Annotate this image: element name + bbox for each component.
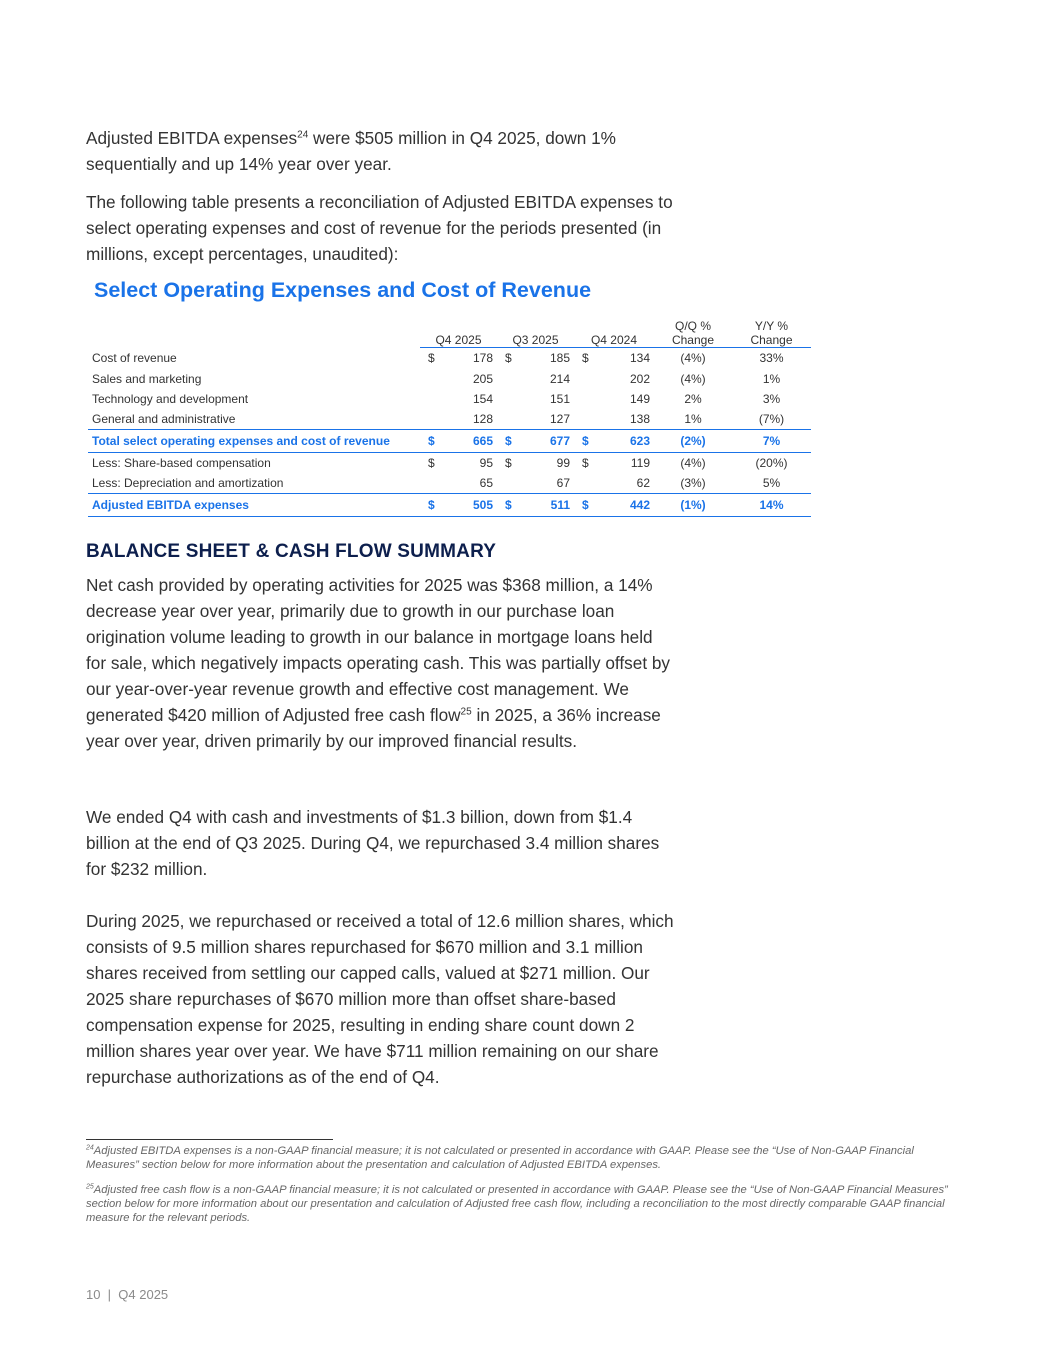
cell-qq-change: 1% bbox=[684, 411, 702, 426]
cell-yy-change: 7% bbox=[732, 429, 811, 452]
cell-qq-change: (4%) bbox=[680, 455, 706, 470]
row-label: Total select operating expenses and cost of revenue bbox=[88, 429, 420, 452]
footnote-24 bbox=[86, 1144, 956, 1172]
cell-q4-2024: 202 bbox=[629, 371, 650, 386]
cell-q3-2025: 185 bbox=[549, 351, 570, 366]
footnote-25-number: 25 bbox=[86, 1183, 94, 1191]
currency-symbol: $ bbox=[574, 493, 594, 516]
currency-symbol: $ bbox=[505, 455, 512, 470]
currency-symbol: $ bbox=[420, 493, 440, 516]
table-row-share-based-comp bbox=[88, 452, 811, 473]
cell-q4-2024: 138 bbox=[629, 411, 650, 426]
header-qq-line2: Change bbox=[654, 333, 732, 348]
balance-p1-text-a: Net cash provided by operating activities for 2025 was $368 million, a 14% decrease year over year, primarily due to growth in our purchase loan origination volume leading to growth in our balance in mortgage loans held for sale, which negatively impacts operating cash. This was partially offset by our year-over-year revenue growth and effective cost management. We generated $420 million of Adjusted free cash flow bbox=[86, 575, 671, 725]
cell-q4-2025: 154 bbox=[472, 391, 493, 406]
currency-symbol: $ bbox=[582, 351, 589, 366]
cell-q4-2025: 178 bbox=[472, 351, 493, 366]
row-label: Sales and marketing bbox=[92, 371, 202, 386]
table-row-sales-marketing bbox=[88, 369, 811, 389]
cell-q4-2025: 128 bbox=[472, 411, 493, 426]
row-label: Technology and development bbox=[92, 391, 249, 406]
section-heading-balance-sheet: BALANCE SHEET & CASH FLOW SUMMARY bbox=[86, 541, 497, 562]
header-q4-2024: Q4 2024 bbox=[574, 333, 654, 348]
cell-q3-2025: 67 bbox=[556, 475, 570, 490]
cell-q4-2025: 505 bbox=[440, 493, 497, 516]
currency-symbol: $ bbox=[582, 455, 589, 470]
cell-qq-change: (2%) bbox=[654, 429, 732, 452]
cell-yy-change: 3% bbox=[762, 391, 781, 406]
currency-symbol: $ bbox=[428, 455, 435, 470]
intro-paragraph-1 bbox=[86, 125, 676, 177]
cell-qq-change: (4%) bbox=[680, 371, 706, 386]
header-yy-line2: Change bbox=[732, 333, 811, 348]
intro-paragraph-2: The following table presents a reconciliation of Adjusted EBITDA expenses to select operating expenses and cost of revenue for the periods presented (in millions, except percentages, unaudited): bbox=[86, 192, 673, 264]
table-title: Select Operating Expenses and Cost of Revenue bbox=[94, 278, 592, 302]
cell-yy-change: 5% bbox=[762, 475, 781, 490]
cell-q4-2024: 149 bbox=[629, 391, 650, 406]
cell-q3-2025: 511 bbox=[517, 493, 574, 516]
cell-q4-2025: 665 bbox=[440, 429, 497, 452]
footnote-24-text: Adjusted EBITDA expenses is a non-GAAP financial measure; it is not calculated or presented in accordance with GAAP. Please see the “Use of Non-GAAP Financial Measures” section below for more information about the presentation and calculation of Adjusted EBITDA expenses. bbox=[86, 1145, 914, 1171]
cell-qq-change: (3%) bbox=[680, 475, 706, 490]
balance-p1-text-b: in 2025, a 36% increase year over year, driven primarily by our improved financial results. bbox=[86, 705, 661, 751]
cell-q3-2025: 214 bbox=[549, 371, 570, 386]
row-label: Less: Depreciation and amortization bbox=[92, 475, 284, 490]
cell-yy-change: 1% bbox=[762, 371, 781, 386]
currency-symbol: $ bbox=[574, 429, 594, 452]
cell-q3-2025: 677 bbox=[517, 429, 574, 452]
cell-q4-2025: 95 bbox=[479, 455, 493, 470]
cell-q4-2024: 134 bbox=[629, 351, 650, 366]
header-qq-line1: Q/Q % bbox=[674, 319, 711, 333]
row-label: General and administrative bbox=[92, 411, 236, 426]
cell-q4-2024: 119 bbox=[630, 455, 650, 470]
currency-symbol: $ bbox=[497, 429, 517, 452]
footnote-divider bbox=[86, 1139, 333, 1140]
cell-yy-change: (20%) bbox=[755, 455, 788, 470]
balance-paragraph-2: We ended Q4 with cash and investments of $1.3 billion, down from $1.4 billion at the end of Q3 2025. During Q4, we repurchased 3.4 million shares for $232 million. bbox=[86, 807, 660, 879]
table-row-tech-development bbox=[88, 389, 811, 409]
cell-qq-change: (1%) bbox=[654, 493, 732, 516]
page-footer: 10 | Q4 2025 bbox=[86, 1287, 169, 1302]
currency-symbol: $ bbox=[428, 351, 435, 366]
cell-yy-change: (7%) bbox=[758, 411, 785, 426]
footnote-ref-25: 25 bbox=[460, 706, 472, 718]
currency-symbol: $ bbox=[505, 351, 512, 366]
balance-paragraph-3: During 2025, we repurchased or received a total of 12.6 million shares, which consists of 9.5 million shares repurchased for $670 million and 3.1 million shares received from settling our capped calls, valued at $271 million. Our 2025 share repurchases of $670 million more than offset share-based compensation expense for 2025, resulting in ending share count down 2 million shares year over year. We have $711 million remaining on our share repurchase authorizations as of the end of Q4. bbox=[86, 911, 674, 1087]
cell-q4-2025: 65 bbox=[479, 475, 493, 490]
cell-q3-2025: 99 bbox=[556, 455, 570, 470]
cell-q3-2025: 127 bbox=[549, 411, 570, 426]
header-q3-2025: Q3 2025 bbox=[497, 333, 574, 348]
expenses-table bbox=[88, 312, 811, 517]
table-header-row-1 bbox=[88, 312, 811, 333]
cell-q4-2024: 62 bbox=[636, 475, 650, 490]
row-label: Less: Share-based compensation bbox=[92, 455, 271, 470]
footnote-24-number: 24 bbox=[86, 1144, 94, 1152]
row-label: Adjusted EBITDA expenses bbox=[88, 493, 420, 516]
currency-symbol: $ bbox=[497, 493, 517, 516]
cell-q4-2025: 205 bbox=[472, 371, 493, 386]
table-row-adjusted-ebitda bbox=[88, 493, 811, 516]
footnote-25 bbox=[86, 1183, 956, 1225]
table-row-total bbox=[88, 429, 811, 452]
intro-p1-text-a: Adjusted EBITDA expenses bbox=[86, 128, 298, 148]
cell-yy-change: 33% bbox=[759, 351, 784, 366]
cell-qq-change: (4%) bbox=[680, 351, 706, 366]
cell-q3-2025: 151 bbox=[549, 391, 570, 406]
intro-p1-text-b: were $505 million in Q4 2025, down 1% sequentially and up 14% year over year. bbox=[86, 128, 616, 174]
footnote-ref-24: 24 bbox=[297, 129, 309, 141]
currency-symbol: $ bbox=[420, 429, 440, 452]
table-row-general-admin bbox=[88, 409, 811, 430]
cell-q4-2024: 442 bbox=[594, 493, 654, 516]
table-row-depreciation bbox=[88, 473, 811, 494]
cell-yy-change: 14% bbox=[732, 493, 811, 516]
footnote-25-text: Adjusted free cash flow is a non-GAAP financial measure; it is not calculated or presented in accordance with GAAP. Please see the “Use of Non-GAAP Financial Measures” section below for more information about our presentation and calculation of Adjusted free cash flow, including a reconciliation to the most directly comparable GAAP financial measure for the relevant periods. bbox=[86, 1184, 948, 1224]
row-label: Cost of revenue bbox=[92, 351, 177, 365]
cell-qq-change: 2% bbox=[684, 391, 702, 406]
table-header-row-2 bbox=[88, 333, 811, 348]
header-q4-2025: Q4 2025 bbox=[420, 333, 497, 348]
table-row-cost-of-revenue bbox=[88, 348, 811, 369]
header-yy-line1: Y/Y % bbox=[754, 319, 789, 333]
cell-q4-2024: 623 bbox=[594, 429, 654, 452]
balance-paragraph-1 bbox=[86, 572, 676, 754]
